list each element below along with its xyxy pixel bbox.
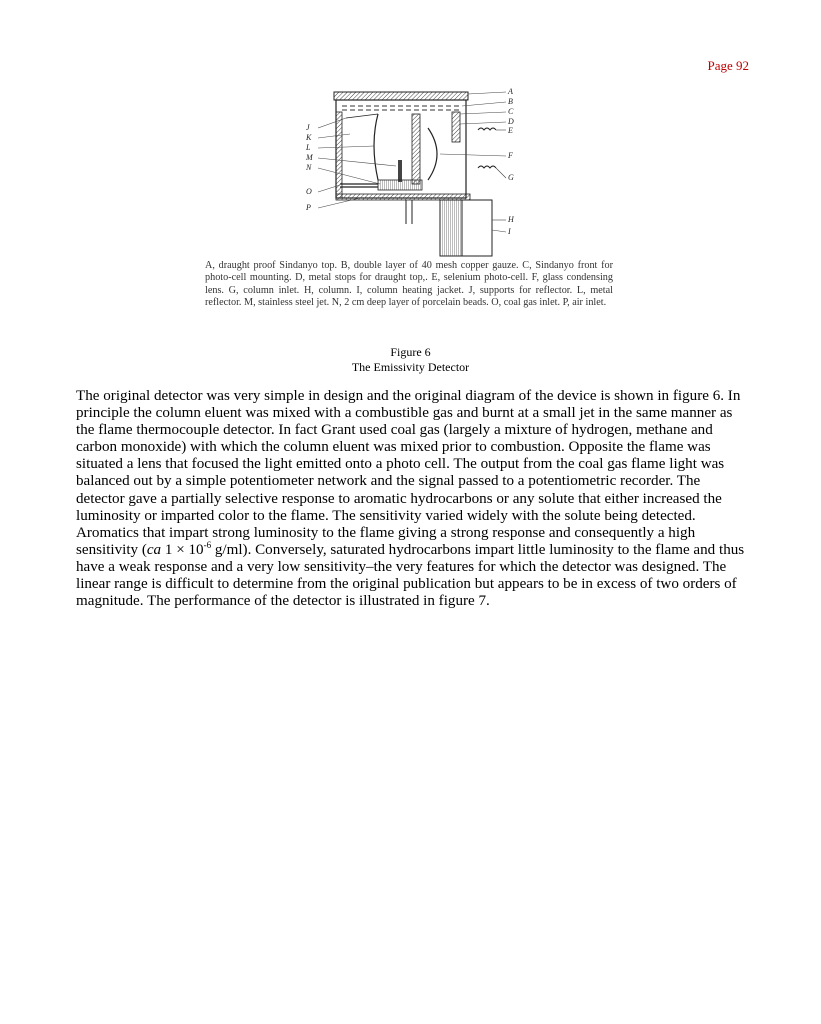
jet <box>398 160 402 182</box>
metal-reflector <box>374 114 378 180</box>
page-number: Page 92 <box>707 58 749 73</box>
body-text-part-1: The original detector was very simple in design and the original diagram of the device is shown in figure 6. In principle the column eluent was mixed with a combustible gas and burnt at a small jet in the same manner as the flame thermocouple detector. In fact Grant used coal gas (largely a mixture of hydrogen, methane and carbon monoxide) with which the column eluent was mixed prior to combustion. Opposite the flame was situated a lens that focused the light emitted onto a photo cell. The output from the coal gas flame light was balanced out by a simple potentiometer network and the signal passed to a potentiometric recorder. The detector gave a partially selective response to aromatic hydrocarbons or any solute that either increased the luminosity or imparted color to the flame. The sensitivity varied widely with the solute being detected. Aromatics that impart strong luminosity to the flame giving a strong response and consequently a high sensitivity ( <box>76 388 741 558</box>
body-text-part-2: g/ml). Conversely, saturated hydrocarbons impart little luminosity to the flame and thus have a weak response and a very low sensitivity–the very features for which the detector was designed. The linear range is difficult to determine from the original publication but appears to be in excess of two orders of magnitude. The performance of the detector is illustrated in figure 7. <box>76 541 745 610</box>
part-label-p: P <box>306 203 311 212</box>
part-label-b: B <box>508 97 513 106</box>
photo-cell-mount <box>452 112 460 142</box>
body-paragraph <box>76 388 748 610</box>
figure-legend: A, draught proof Sindanyo top. B, double layer of 40 mesh copper gauze. C, Sindanyo front for photo-cell mounting. D, metal stops for draught top,. E, selenium photo-cell. F, glass condensing lens. G, column inlet. H, column. I, column heating jacket. J, supports for reflector. L, metal reflector. M, stainless steel jet. N, 2 cm deep layer of porcelain beads. O, coal gas inlet. P, air inlet. <box>205 260 613 309</box>
circa-abbreviation: ca <box>146 541 162 558</box>
part-label-e: E <box>508 126 513 135</box>
column-heating-jacket <box>462 200 492 256</box>
emissivity-detector-diagram <box>300 84 540 260</box>
sindanyo-top <box>334 92 468 100</box>
sensitivity-exponent: -6 <box>203 539 212 550</box>
column <box>440 200 462 256</box>
part-label-i: I <box>508 227 511 236</box>
part-label-j: J <box>306 123 310 132</box>
part-label-a: A <box>508 87 513 96</box>
part-label-c: C <box>508 107 514 116</box>
part-label-f: F <box>508 151 513 160</box>
figure-number: Figure 6 <box>390 345 431 359</box>
part-label-g: G <box>508 173 514 182</box>
part-label-d: D <box>508 117 514 126</box>
part-label-h: H <box>508 215 514 224</box>
sensitivity-value: 1 × 10 <box>161 541 204 558</box>
figure-title: The Emissivity Detector <box>351 360 470 374</box>
part-label-l: L <box>306 143 311 152</box>
part-label-o: O <box>306 187 312 196</box>
condensing-lens <box>428 128 437 180</box>
part-label-k: K <box>306 133 312 142</box>
part-label-n: N <box>306 163 312 172</box>
part-label-m: M <box>306 153 313 162</box>
